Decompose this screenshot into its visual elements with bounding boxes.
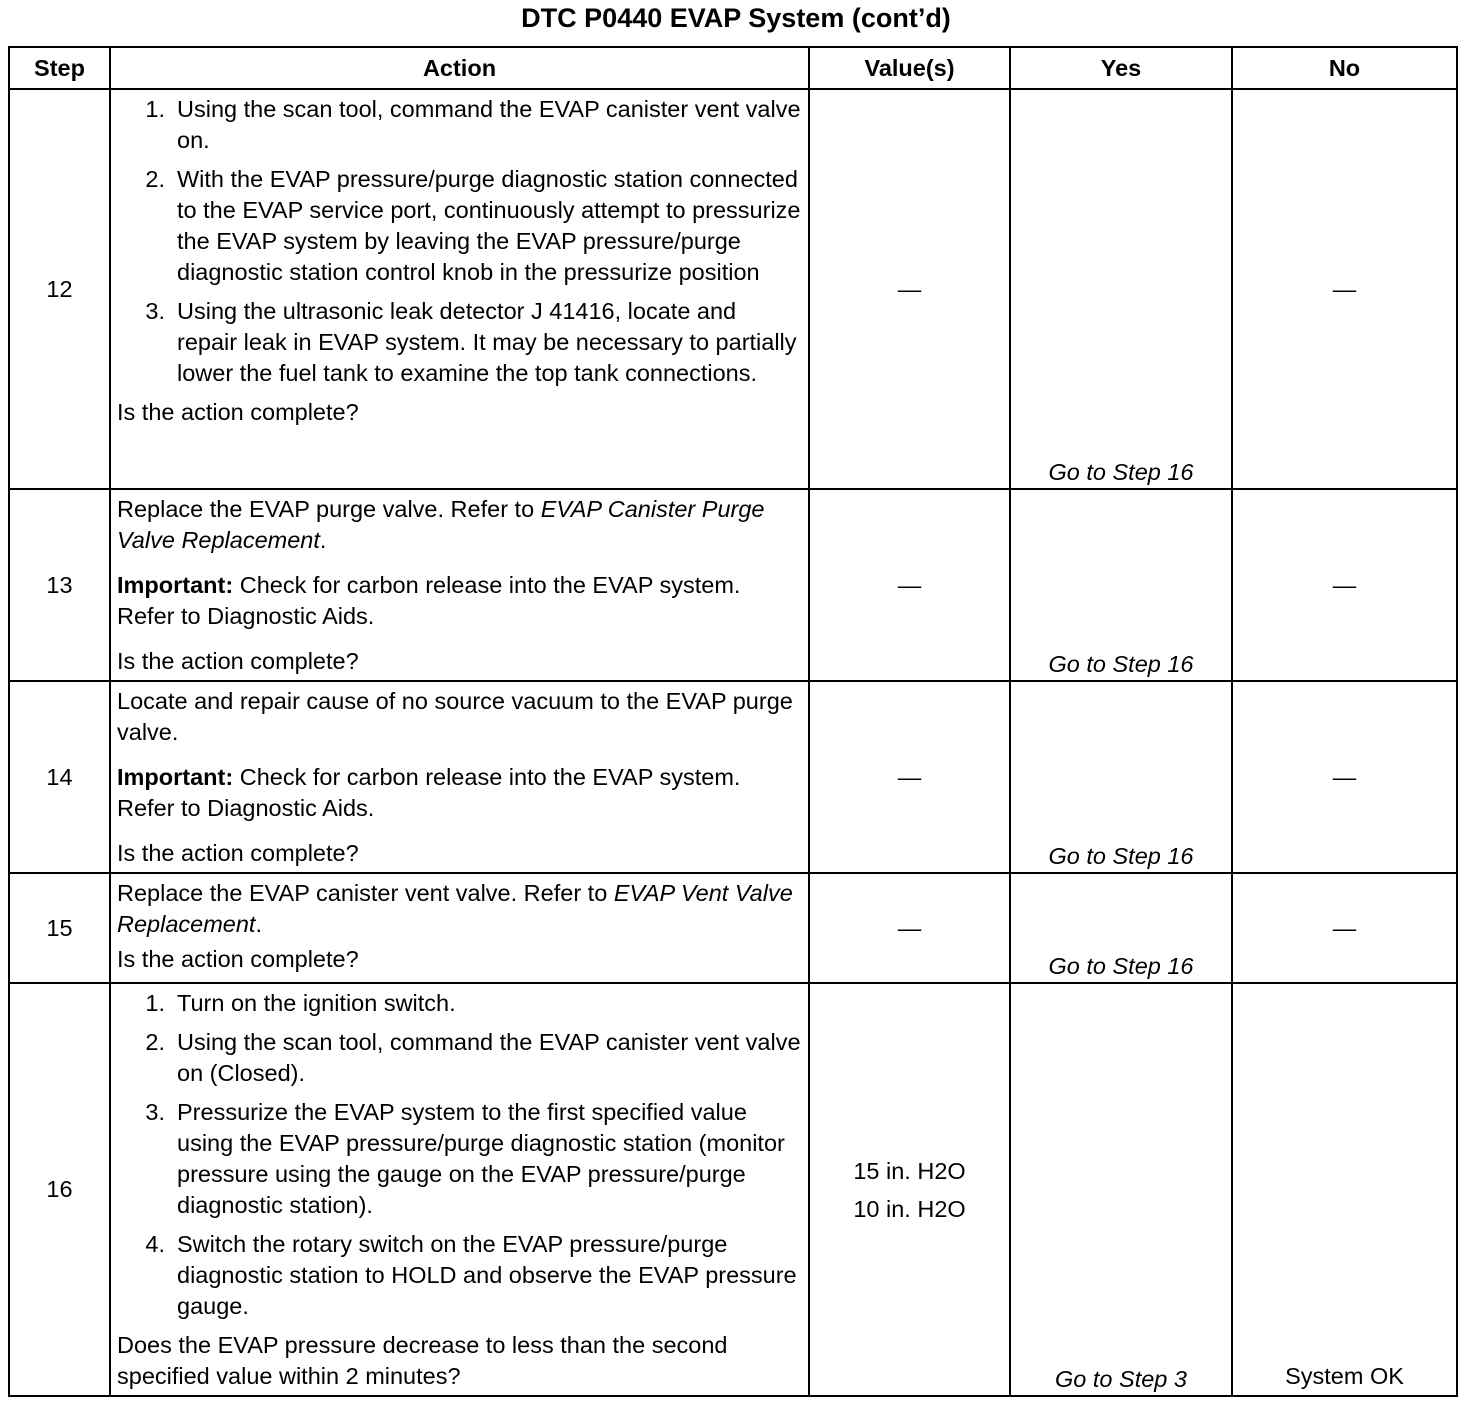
action-cell (110, 489, 809, 681)
action-cell (110, 873, 809, 983)
value-cell (809, 983, 1010, 1396)
value-cell: — (809, 89, 1010, 489)
header-no: No (1232, 47, 1457, 89)
action-text: Replace the EVAP purge valve. Refer to EVAP Canister Purge Valve Replacement. (117, 496, 765, 553)
important-note: Important: Check for carbon release into the EVAP system. Refer to Diagnostic Aids. (117, 764, 741, 821)
step-number: 12 (9, 89, 110, 489)
question-text: Is the action complete? (117, 648, 359, 674)
step-number: 15 (9, 873, 110, 983)
no-cell: — (1232, 681, 1457, 873)
header-yes: Yes (1010, 47, 1232, 89)
no-cell: System OK (1232, 983, 1457, 1396)
yes-cell: Go to Step 16 (1010, 873, 1232, 983)
list-item: 1. Turn on the ignition switch. (145, 990, 456, 1016)
value-cell: — (809, 489, 1010, 681)
list-item: 3. Pressurize the EVAP system to the first specified value using the EVAP pressure/purge diagnostic station (monitor pressure using the gauge on the EVAP pressure/purge diagnostic station). (145, 1099, 785, 1218)
first-value: 15 in. H2O (853, 1157, 966, 1184)
list-item: 4. Switch the rotary switch on the EVAP pressure/purge diagnostic station to HOLD and observe the EVAP pressure gauge. (145, 1231, 797, 1319)
action-cell (110, 681, 809, 873)
action-cell (110, 89, 809, 489)
reference-link: EVAP Canister Purge Valve Replacement (117, 496, 765, 553)
yes-cell: Go to Step 16 (1010, 89, 1232, 489)
question-text: Is the action complete? (117, 399, 359, 425)
table-row (9, 983, 1457, 1396)
table-row (9, 489, 1457, 681)
action-text: Locate and repair cause of no source vacuum to the EVAP purge valve. (117, 688, 793, 745)
action-cell (110, 983, 809, 1396)
yes-cell: Go to Step 3 (1010, 983, 1232, 1396)
question-text: Is the action complete? (117, 946, 359, 972)
action-list (117, 94, 802, 389)
diagnostic-table (8, 46, 1458, 1397)
step-number: 16 (9, 983, 110, 1396)
step-number: 13 (9, 489, 110, 681)
step-number: 14 (9, 681, 110, 873)
yes-cell: Go to Step 16 (1010, 681, 1232, 873)
action-list (117, 988, 802, 1322)
important-note: Important: Check for carbon release into the EVAP system. Refer to Diagnostic Aids. (117, 572, 741, 629)
list-item: 2. Using the scan tool, command the EVAP canister vent valve on (Closed). (145, 1029, 801, 1086)
page-title: DTC P0440 EVAP System (cont’d) (521, 3, 951, 33)
question-text: Is the action complete? (117, 840, 359, 866)
header-row (9, 47, 1457, 89)
list-item: 1. Using the scan tool, command the EVAP canister vent valve on. (145, 96, 801, 153)
action-text: Replace the EVAP canister vent valve. Refer to EVAP Vent Valve Replacement. (117, 880, 793, 937)
question-text: Does the EVAP pressure decrease to less than the second specified value within 2 minutes? (117, 1332, 728, 1389)
list-item: 3. Using the ultrasonic leak detector J 41416, locate and repair leak in EVAP system. It may be necessary to partially lower the fuel tank to examine the top tank connections. (145, 298, 797, 386)
list-item: 2. With the EVAP pressure/purge diagnostic station connected to the EVAP service port, continuously attempt to pressurize the EVAP system by leaving the EVAP pressure/purge diagnostic station control knob in the pressurize position (145, 166, 801, 285)
header-values: Value(s) (809, 47, 1010, 89)
second-value: 10 in. H2O (853, 1195, 966, 1222)
value-cell: — (809, 873, 1010, 983)
yes-cell: Go to Step 16 (1010, 489, 1232, 681)
no-cell: — (1232, 89, 1457, 489)
header-step: Step (9, 47, 110, 89)
table-row (9, 681, 1457, 873)
header-action: Action (110, 47, 809, 89)
table-row (9, 89, 1457, 489)
no-cell: — (1232, 489, 1457, 681)
reference-link: EVAP Vent Valve Replacement (117, 880, 793, 937)
value-cell: — (809, 681, 1010, 873)
no-cell: — (1232, 873, 1457, 983)
table-row (9, 873, 1457, 983)
